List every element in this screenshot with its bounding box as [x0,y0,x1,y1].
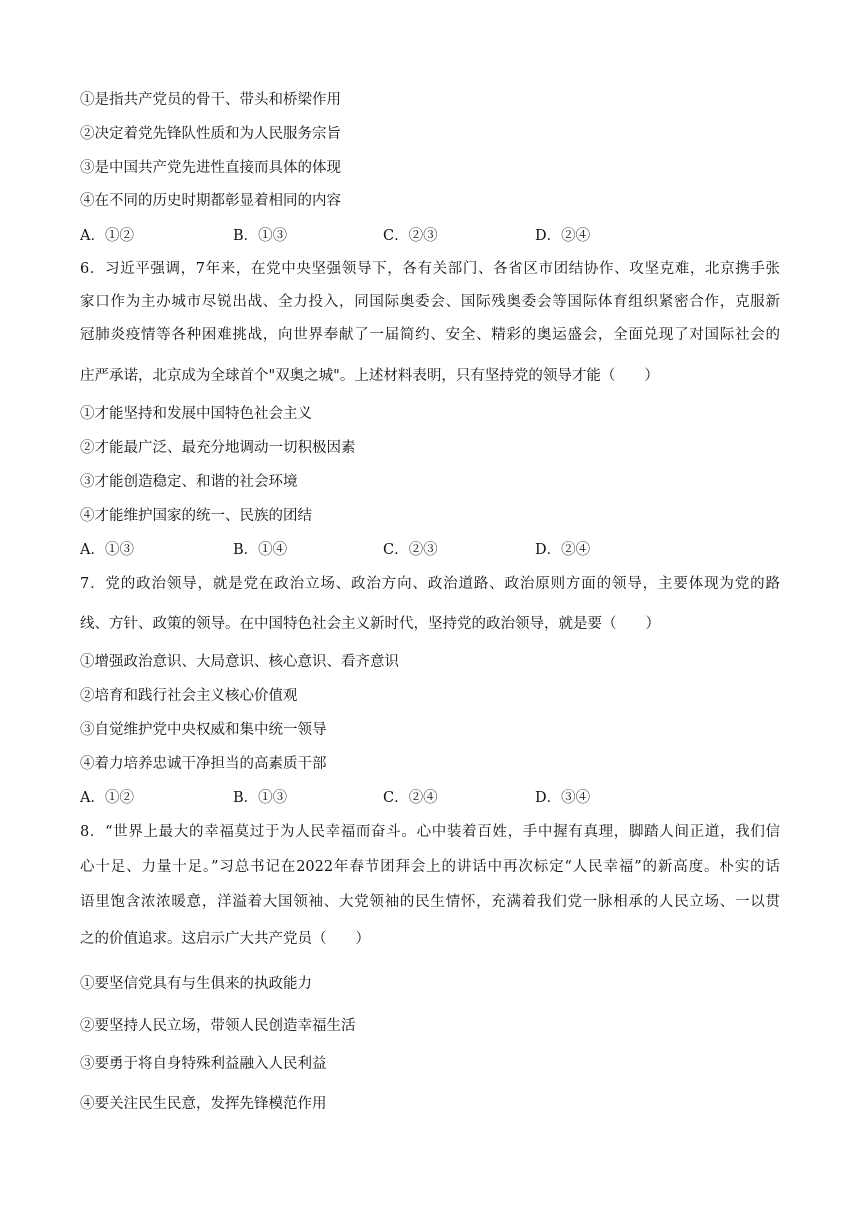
q5-choice-2: ②决定着党先锋队性质和为人民服务宗旨 [80,126,341,142]
q6-option-d: D．②④ [535,542,591,558]
q8-choice-1: ①要坚信党具有与生俱来的执政能力 [80,976,312,992]
q7-option-a: A．①② [80,790,134,806]
q6-option-c: C．②③ [383,542,438,558]
q8-stem-line-1: 8．“世界上最大的幸福莫过于为人民幸福而奋斗。心中装着百姓，手中握有真理，脚踏人间正道，我们信 [80,824,780,840]
q6-options [80,540,780,560]
q8-stem-line-4: 之的价值追求。这启示广大共产党员（ ） [80,931,370,947]
q7-options [80,788,780,808]
q7-choice-2: ②培育和践行社会主义核心价值观 [80,688,298,704]
q6-stem-line-2: 家口作为主办城市尽锐出战、全力投入，同国际奥委会、国际残奥委会等国际体育组织紧密合作，克服新 [80,294,780,310]
q5-option-d: D．②④ [535,228,591,244]
q6-stem-line-1: 6．习近平强调，7年来，在党中央坚强领导下，各有关部门、各省区市团结协作、攻坚克难，北京携手张 [80,261,780,277]
q8-choice-2: ②要坚持人民立场，带领人民创造幸福生活 [80,1018,356,1034]
q7-choice-4: ④着力培养忠诚干净担当的高素质干部 [80,756,327,772]
q5-choice-4: ④在不同的历史时期都彰显着相同的内容 [80,193,341,209]
q7-option-d: D．③④ [535,790,591,806]
q5-option-b: B．①③ [233,228,288,244]
q6-stem-line-4: 庄严承诺，北京成为全球首个"双奥之城"。上述材料表明，只有坚持党的领导才能（ ） [80,368,659,384]
q8-stem-line-2: 心十足、力量十足。”习总书记在2022年春节团拜会上的讲话中再次标定“人民幸福”的新高度。朴实的话 [80,859,780,875]
q6-choice-3: ③才能创造稳定、和谐的社会环境 [80,474,298,490]
q8-stem-line-3: 语里饱含浓浓暖意，洋溢着大国领袖、大党领袖的民生情怀，充满着我们党一脉相承的人民立场、一以贯 [80,894,780,910]
q7-option-c: C．②④ [383,790,438,806]
q5-choice-1: ①是指共产党员的骨干、带头和桥梁作用 [80,92,341,108]
q5-choice-3: ③是中国共产党先进性直接而具体的体现 [80,160,341,176]
q5-options [80,226,780,246]
q6-choice-4: ④才能维护国家的统一、民族的团结 [80,508,312,524]
q7-option-b: B．①③ [233,790,288,806]
q8-choice-4: ④要关注民生民意，发挥先锋模范作用 [80,1096,327,1112]
q6-choice-2: ②才能最广泛、最充分地调动一切积极因素 [80,440,356,456]
q6-option-b: B．①④ [233,542,288,558]
q8-choice-3: ③要勇于将自身特殊利益融入人民利益 [80,1056,327,1072]
q5-option-c: C．②③ [383,228,438,244]
q7-choice-1: ①增强政治意识、大局意识、核心意识、看齐意识 [80,654,399,670]
q7-stem-line-2: 线、方针、政策的领导。在中国特色社会主义新时代，坚持党的政治领导，就是要（ ） [80,616,660,632]
q7-choice-3: ③自觉维护党中央权威和集中统一领导 [80,722,327,738]
q6-choice-1: ①才能坚持和发展中国特色社会主义 [80,406,312,422]
q6-option-a: A．①③ [80,542,134,558]
q5-option-a: A．①② [80,228,134,244]
q7-stem-line-1: 7．党的政治领导，就是党在政治立场、政治方向、政治道路、政治原则方面的领导，主要体现为党的路 [80,576,780,592]
q6-stem-line-3: 冠肺炎疫情等各种困难挑战，向世界奉献了一届简约、安全、精彩的奥运盛会，全面兑现了对国际社会的 [80,327,780,343]
